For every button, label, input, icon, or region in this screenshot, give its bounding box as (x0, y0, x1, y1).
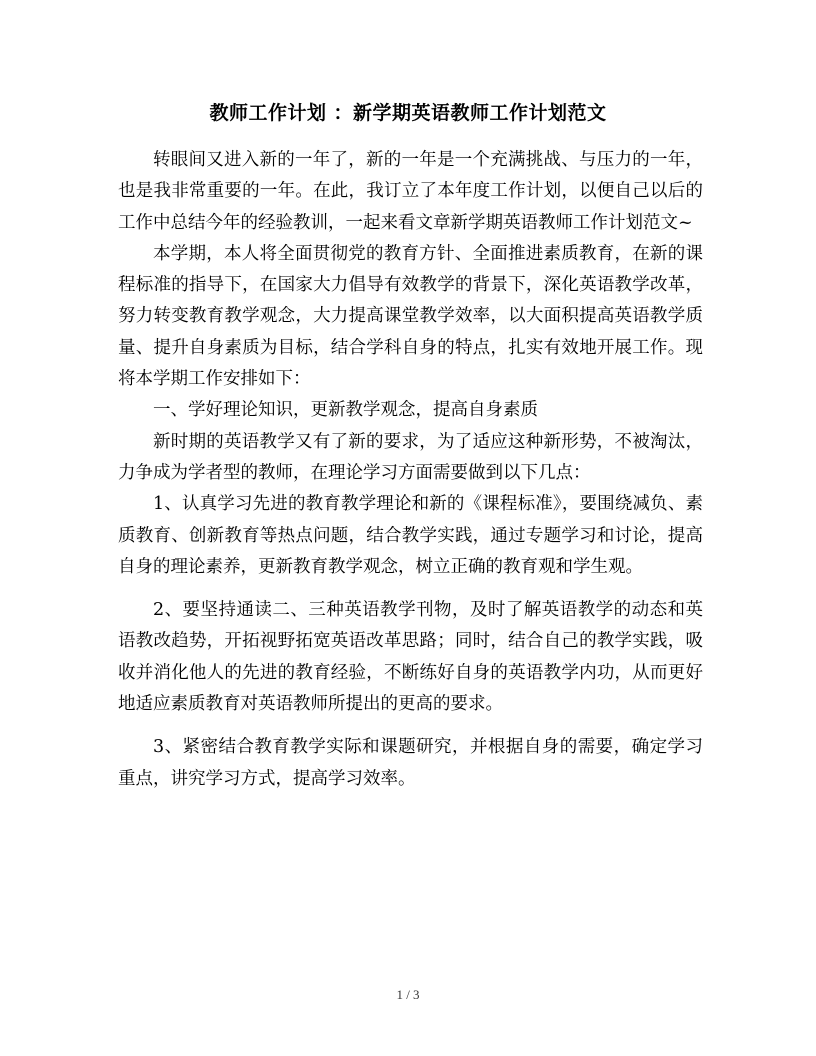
document-body (118, 145, 703, 795)
list-item-1: 1、认真学习先进的教育教学理论和新的《课程标准》，要围绕减负、素质教育、创新教育等热点问题，结合教学实践，通过专题学习和讨论，提高自身的理论素养，更新教育教学观念，树立正确的教育观和学生观。 (118, 494, 703, 577)
list-item-3: 3、紧密结合教育教学实际和课题研究，并根据自身的需要，确定学习重点，讲究学习方式，提高学习效率。 (118, 737, 703, 789)
document-title: 教师工作计划 ：新学期英语教师工作计划范文 (209, 102, 607, 124)
page-number: 1 / 3 (396, 987, 420, 1002)
paragraph-intro: 转眼间又进入新的一年了，新的一年是一个充满挑战、与压力的一年，也是我非常重要的一年。在此，我订立了本年度工作计划，以便自己以后的工作中总结今年的经验教训，一起来看文章新学期英语教师工作计划范文~ (118, 150, 703, 233)
paragraph-new-requirements: 新时期的英语教学又有了新的要求，为了适应这种新形势，不被淘汰，力争成为学者型的教师，在理论学习方面需要做到以下几点： (118, 431, 703, 483)
section-heading-theory: 一、学好理论知识，更新教学观念，提高自身素质 (153, 400, 538, 421)
list-item-2: 2、要坚持通读二、三种英语教学刊物，及时了解英语教学的动态和英语教改趋势，开拓视野拓宽英语改革思路；同时，结合自己的教学实践，吸收并消化他人的先进的教育经验，不断练好自身的英语教学内功，从而更好地适应素质教育对英语教师所提出的更高的要求。 (118, 600, 703, 715)
paragraph-semester-plan: 本学期，本人将全面贯彻党的教育方针、全面推进素质教育，在新的课程标准的指导下，在国家大力倡导有效教学的背景下，深化英语教学改革，努力转变教育教学观念，大力提高课堂教学效率，以大面积提高英语教学质量、提升自身素质为目标，结合学科自身的特点，扎实有效地开展工作。现将本学期工作安排如下： (118, 243, 703, 390)
